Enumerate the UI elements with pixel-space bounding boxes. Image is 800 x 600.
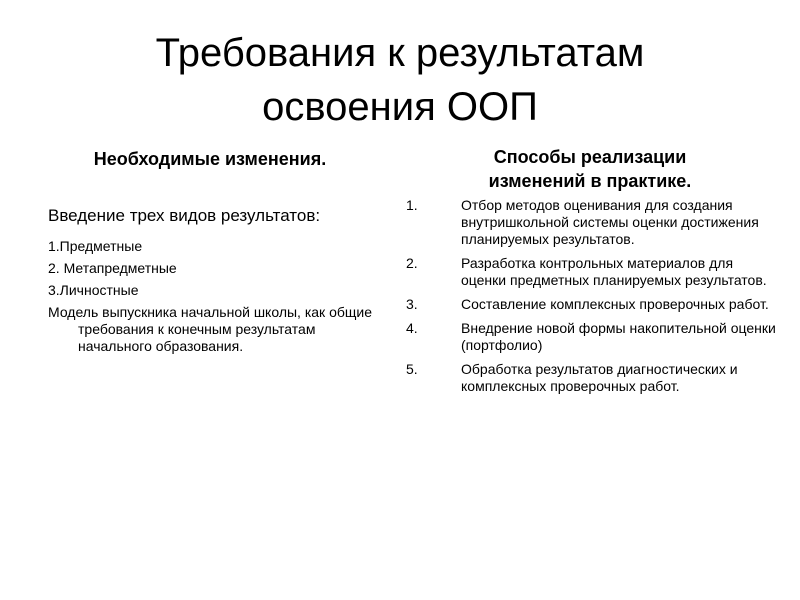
list-item-number: 2. xyxy=(406,255,418,271)
list-item-number: 4. xyxy=(406,320,418,336)
left-column-body xyxy=(48,206,388,355)
left-list-item-3: 3.Личностные xyxy=(48,282,139,298)
right-column-heading-line-1: Способы реализации xyxy=(493,147,687,167)
list-item-text: Разработка контрольных материалов для оценки предметных планируемых результатов. xyxy=(461,255,767,288)
list-item-number: 1. xyxy=(406,197,418,213)
left-intro-text: Введение трех видов результатов: xyxy=(48,206,321,225)
slide-title-line-2: освоения ООП xyxy=(262,85,538,129)
list-item-text: Обработка результатов диагностических и комплексных проверочных работ. xyxy=(461,361,738,394)
right-list-item-3 xyxy=(406,296,776,313)
left-list-item-1: 1.Предметные xyxy=(48,238,143,254)
right-list-item-5 xyxy=(406,361,776,395)
left-column-heading: Необходимые изменения. xyxy=(93,149,327,169)
list-item-number: 3. xyxy=(406,296,418,312)
right-list-item-1 xyxy=(406,197,776,248)
list-item-number: 5. xyxy=(406,361,418,377)
left-model-text: Модель выпускника начальной школы, как общие требования к конечным результатам начального образования. xyxy=(48,304,372,354)
right-numbered-list xyxy=(406,197,776,402)
right-column-heading-line-2: изменений в практике. xyxy=(488,171,692,191)
right-list-item-4 xyxy=(406,320,776,354)
slide-title-line-1: Требования к результатам xyxy=(155,31,645,75)
list-item-text: Отбор методов оценивания для создания внутришкольной системы оценки достижения планируемых результатов. xyxy=(461,197,759,247)
slide-title xyxy=(0,26,800,134)
left-list-item-2: 2. Метапредметные xyxy=(48,260,177,276)
right-column-heading xyxy=(410,145,770,193)
list-item-text: Составление комплексных проверочных работ. xyxy=(461,296,769,312)
right-list-item-2 xyxy=(406,255,776,289)
list-item-text: Внедрение новой формы накопительной оценки (портфолио) xyxy=(461,320,776,353)
